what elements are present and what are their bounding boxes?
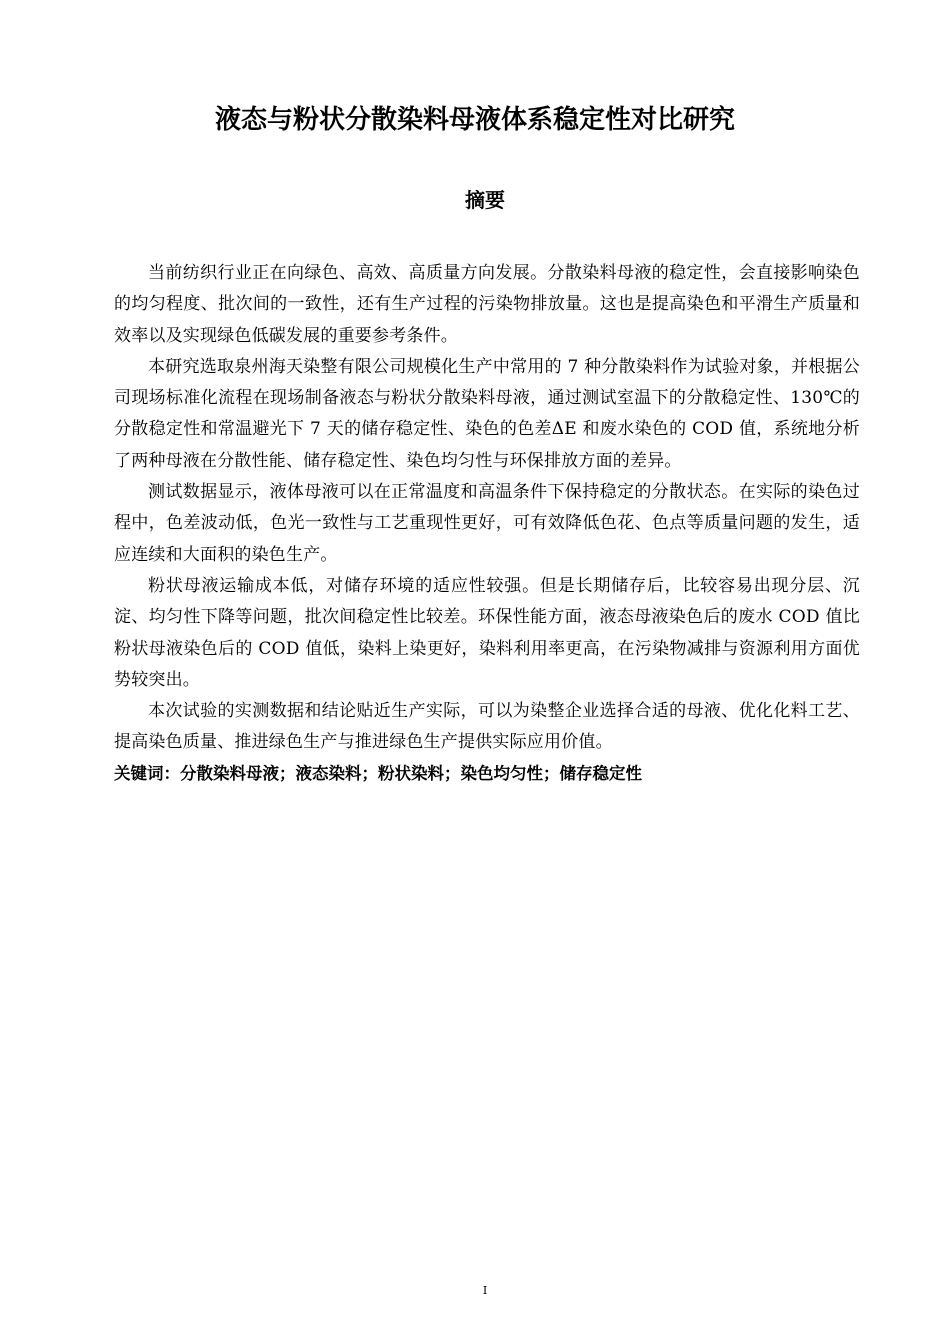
abstract-paragraph-4: 粉状母液运输成本低，对储存环境的适应性较强。但是长期储存后，比较容易出现分层、沉淀、均匀性下降等问题，批次间稳定性比较差。环保性能方面，液态母液染色后的废水 COD 值比粉状母液染色后的 COD 值低，染料上染更好，染料利用率更高，在污染物减排与资源利用方面优势较突出。 bbox=[114, 575, 860, 690]
abstract-paragraph-5: 本次试验的实测数据和结论贴近生产实际，可以为染整企业选择合适的母液、优化化料工艺、提高染色质量、推进绿色生产与推进绿色生产提供实际应用价值。 bbox=[114, 701, 860, 753]
abstract-heading: 摘要 bbox=[465, 188, 505, 212]
keywords-line: 关键词：分散染料母液；液态染料；粉状染料；染色均匀性；储存稳定性 bbox=[114, 763, 642, 783]
document-title: 液态与粉状分散染料母液体系稳定性对比研究 bbox=[214, 105, 735, 135]
abstract-paragraph-3: 测试数据显示，液体母液可以在正常温度和高温条件下保持稳定的分散状态。在实际的染色过程中，色差波动低，色光一致性与工艺重现性更好，可有效降低色花、色点等质量问题的发生，适应连续和大面积的染色生产。 bbox=[114, 482, 860, 565]
page-number: I bbox=[482, 1284, 488, 1297]
abstract-body bbox=[114, 258, 860, 789]
abstract-paragraph-2: 本研究选取泉州海天染整有限公司规模化生产中常用的 7 种分散染料作为试验对象，并根据公司现场标准化流程在现场制备液态与粉状分散染料母液，通过测试室温下的分散稳定性、130℃的分散稳定性和常温避光下 7 天的储存稳定性、染色的色差ΔE 和废水染色的 COD 值，系统地分析了两种母液在分散性能、储存稳定性、染色均匀性与环保排放方面的差异。 bbox=[114, 356, 860, 471]
abstract-paragraph-1: 当前纺织行业正在向绿色、高效、高质量方向发展。分散染料母液的稳定性，会直接影响染色的均匀程度、批次间的一致性，还有生产过程的污染物排放量。这也是提高染色和平滑生产质量和效率以及实现绿色低碳发展的重要参考条件。 bbox=[114, 263, 860, 346]
